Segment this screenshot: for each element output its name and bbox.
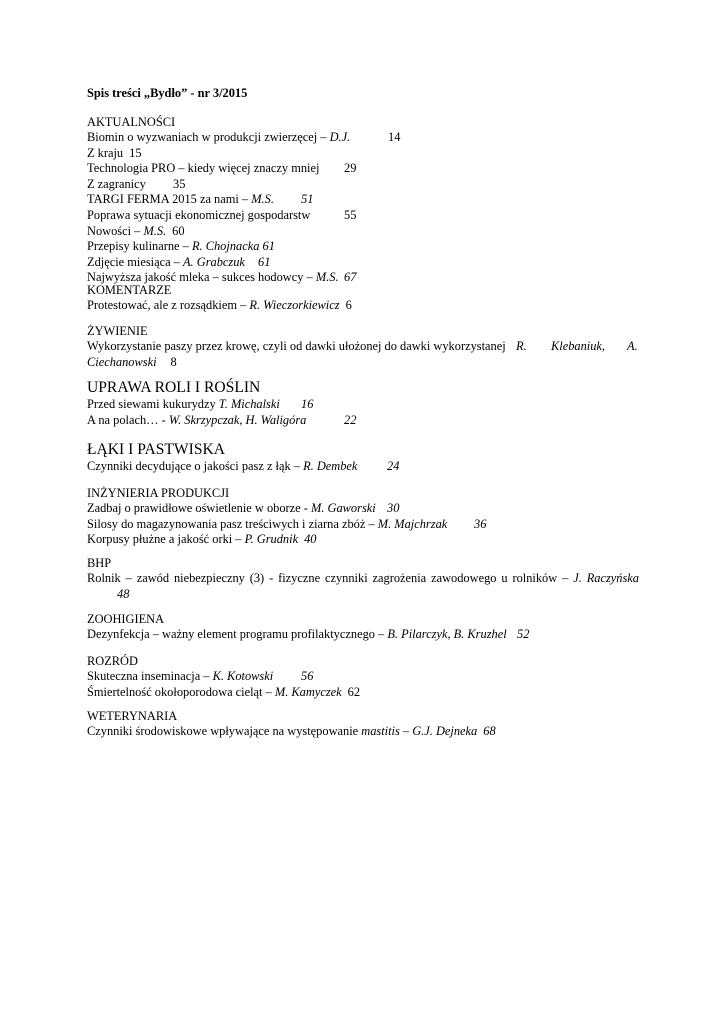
document-title: Spis treści „Bydło” - nr 3/2015 [87,86,248,100]
page-number: 52 [517,627,530,641]
section-rozrod [87,653,639,700]
toc-entry: TARGI FERMA 2015 za nami – M.S. 51 [87,192,314,207]
page-number: 56 [301,669,314,683]
toc-entry: Przepisy kulinarne – R. Chojnacka 61 [87,239,275,254]
section-heading: WETERYNARIA [87,709,178,723]
toc-entry: Dezynfekcja – ważny element programu profilaktycznego – B. Pilarczyk, B. Kruzhel 52 [87,627,530,641]
toc-entry: Z zagranicy 35 [87,176,186,191]
page-number: 48 [117,586,130,601]
toc-entry: Skuteczna inseminacja – K. Kotowski 56 [87,669,314,683]
page-number: 40 [304,532,317,547]
section-heading: INŻYNIERIA PRODUKCJI [87,486,230,500]
toc-entry: Biomin o wyzwaniach w produkcji zwierzęcej – D.J. 14 [87,130,401,144]
toc-entry-continuation: Ciechanowski 8 [87,354,177,369]
toc-entry: Rolnik – zawód niebezpieczny (3) - fizyczne czynniki zagrożenia zawodowego u rolników – J. Raczyńska [87,571,639,585]
toc-entry: Czynniki decydujące o jakości pasz z łąk – R. Dembek 24 [87,459,400,473]
page-number: 35 [173,176,186,191]
section-heading: ROZRÓD [87,654,138,668]
page-number: 61 [258,254,271,269]
page-number: 55 [344,207,357,222]
section-heading: UPRAWA ROLI I ROŚLIN [87,379,261,396]
page-number: 36 [474,516,487,531]
section-zoohigiena [87,611,639,643]
toc-entry: Technologia PRO – kiedy więcej znaczy mniej 29 [87,161,357,176]
toc-entry: Przed siewami kukurydzy T. Michalski 16 [87,397,314,411]
toc-entry: Wykorzystanie paszy przez krowę, czyli od dawki ułożonej do dawki wykorzystanej R. Klebaniuk, A. [87,339,638,353]
section-bhp [87,555,639,602]
toc-entry: Zadbaj o prawidłowe oświetlenie w oborze - M. Gaworski 30 [87,501,400,515]
page-number: 51 [301,192,314,207]
toc-entry: Czynniki środowiskowe wpływające na występowanie mastitis – G.J. Dejneka 68 [87,724,496,738]
section-aktualnosci [87,114,639,286]
page-number: 8 [170,354,177,369]
section-zywienie [87,323,639,370]
section-heading: ŁĄKI I PASTWISKA [87,441,226,458]
section-heading: ZOOHIGIENA [87,612,165,626]
section-uprawa [87,378,639,428]
toc-entry: Najwyższa jakość mleka – sukces hodowcy – M.S. 67 [87,270,357,285]
toc-entry: A na polach… - W. Skrzypczak, H. Waligóra 22 [87,412,357,427]
section-heading: KOMENTARZE [87,283,172,297]
page-number: 67 [344,270,357,285]
page-number: 22 [344,412,357,427]
section-heading: AKTUALNOŚCI [87,115,176,129]
section-laki [87,440,639,475]
toc-entry: Korpusy płużne a jakość orki – P. Grudnik 40 [87,532,317,547]
toc-entry: Z kraju 15 [87,145,142,160]
page-number: 16 [301,397,314,411]
section-heading: BHP [87,556,112,570]
toc-entry: Nowości – M.S. 60 [87,223,185,238]
toc-entry: Śmiertelność okołoporodowa cieląt – M. Kamyczek 62 [87,684,361,699]
page-number: 60 [172,223,185,238]
toc-entry: Silosy do magazynowania pasz treściwych i ziarna zbóż – M. Majchrzak 36 [87,516,487,531]
section-weterynaria [87,708,639,740]
section-inzynieria [87,485,639,548]
toc-entry: Poprawa sytuacji ekonomicznej gospodarstw 55 [87,207,357,222]
toc-entry-continuation [87,587,639,603]
page-number: 6 [345,298,352,312]
page-number: 15 [129,145,142,160]
section-heading: ŻYWIENIE [87,324,148,338]
page-number: 29 [344,161,357,176]
page-number: 30 [387,501,400,515]
page-number: 62 [347,684,361,699]
page-number: 14 [388,130,401,144]
section-komentarze [87,282,639,314]
page-number: 24 [387,459,400,473]
toc-entry: Protestować, ale z rozsądkiem – R. Wieczorkiewicz 6 [87,298,352,312]
toc-entry: Zdjęcie miesiąca – A. Grabczuk 61 [87,254,271,269]
page-number: 68 [483,724,496,738]
